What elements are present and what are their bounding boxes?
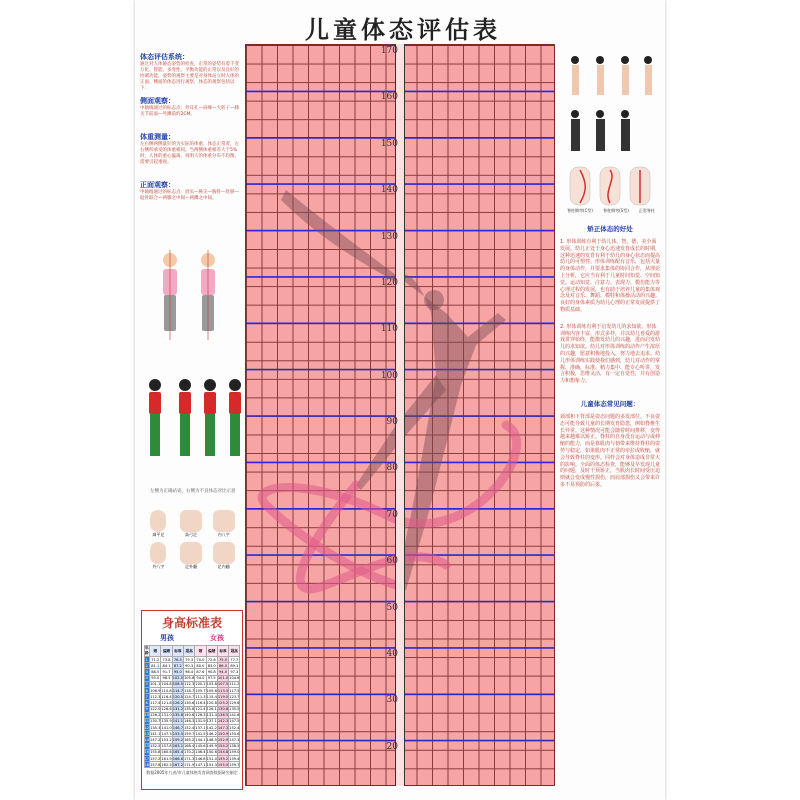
section-weight	[140, 132, 240, 166]
table-cell: 104.6	[229, 676, 240, 681]
table-cell: 72.6	[207, 657, 216, 662]
foot-item	[175, 542, 208, 570]
table-cell: 87.6	[196, 669, 205, 674]
table-cell: 100.1	[195, 682, 206, 687]
spine-label: 正常脊柱	[638, 208, 655, 213]
table-cell: 155.6	[229, 731, 240, 736]
table-cell: 6	[145, 688, 148, 693]
table-cell: 135.8	[172, 713, 183, 718]
table-cell: 95.0	[151, 676, 160, 681]
table-cell: 140.6	[183, 713, 195, 718]
table-cell: 146.2	[206, 731, 217, 736]
table-cell: 87.2	[173, 663, 182, 668]
table-cell: 16	[144, 750, 150, 755]
table-cell: 148.5	[206, 738, 217, 743]
table-cell: 120.5	[172, 694, 183, 699]
ruler-label: 140	[380, 185, 398, 196]
table-cell: 145.6	[195, 744, 206, 749]
foot-label: 高弓足	[184, 532, 197, 537]
table-row	[144, 762, 240, 768]
foot-item	[142, 510, 175, 538]
foot-item	[142, 542, 175, 570]
ruler-label: 90	[386, 417, 398, 427]
table-cell: 107.5	[217, 682, 229, 687]
table-cell: 149.9	[206, 744, 217, 749]
foot-label: 内八字	[217, 532, 230, 537]
table-cell: 115.4	[206, 694, 217, 699]
table-cell: 112.3	[183, 682, 195, 687]
table-cell: 94.0	[196, 676, 205, 681]
table-cell: 137.1	[195, 725, 206, 730]
table-cell: 159.4	[229, 756, 240, 761]
ruler-label: 40	[386, 648, 398, 659]
section-title: 侧面观察：	[140, 97, 175, 105]
table-cell: 88.5	[151, 669, 160, 674]
table-cell: 141.1	[172, 719, 183, 724]
table-cell: 144.1	[195, 738, 206, 743]
right-info-column	[560, 224, 660, 489]
table-cell: 152.4	[229, 725, 240, 730]
table-cell: 163.1	[172, 744, 183, 749]
table-cell: 126.1	[206, 707, 217, 712]
foot-icon	[180, 542, 202, 564]
left-info-column	[140, 48, 240, 202]
boy-label: 男孩	[160, 634, 174, 642]
table-cell: 9	[145, 707, 148, 712]
table-cell: 105.7	[195, 688, 206, 693]
table-cell: 131.2	[172, 707, 183, 712]
table-cell: 165.2	[183, 738, 195, 743]
foot-icon	[150, 542, 166, 564]
section-body: 中轴线通过的标志点：眉头—鼻尖—胸骨—肚脐—耻骨联合—两膝之中间—两踝之中间。	[140, 190, 239, 201]
benefit-2: 2. 形体训练有利于启发幼儿的求知欲。形体训练内容丰富、形式多样，并以幼儿喜爱的游戏贯穿始终，能激发幼儿的兴趣，进而启发幼儿的求知欲。幼儿对形体训练的动作产生浓厚的兴趣，愿意积极地投入，努力地去追求。幼儿形体训练实践使我们感到，幼儿对动作的掌握、准确、标准、精力集中、能专心听讲，发言积极，思维灵活，有一定自觉性，并有创造力和想象力。	[560, 323, 661, 385]
table-cell: 11	[144, 719, 150, 724]
table-cell: 116.4	[161, 694, 172, 699]
section-body: 中轴线通过的标志点：外耳孔—肩峰—大转子—膝关节前面—外踝前约2CM。	[140, 106, 239, 117]
table-cell: 142.2	[206, 725, 217, 730]
spine-label: 脊柱侧弯(C型)	[567, 208, 593, 213]
table-cell: 146.3	[183, 719, 195, 724]
table-cell: 135.5	[229, 707, 240, 712]
table-cell: 165.4	[172, 750, 183, 755]
table-cell: 83.0	[207, 663, 216, 668]
figure-caption: 左侧为正确站姿，右侧为不良体态对比示意	[150, 489, 236, 494]
section-side-view	[140, 96, 240, 118]
table-cell: 152.5	[150, 744, 161, 749]
table-cell: 81.1	[151, 663, 160, 668]
table-cell: 75.0	[219, 657, 228, 662]
ruler-label: 110	[380, 324, 398, 335]
table-cell: 90.3	[185, 663, 194, 668]
table-cell: 77.7	[230, 657, 239, 662]
spine-labels	[562, 208, 660, 214]
ruler-label: 120	[380, 277, 398, 288]
table-cell: 136.5	[217, 713, 229, 718]
section-body: 通过对人体静态姿势的检查，正常的姿势有着千变万化、智能、多变性、平衡功能的正常以及良好的协调功能。姿势的观察主要是对身体站立时人体的正面、侧面的体态进行观察，体态的观察包括以下：	[140, 62, 239, 91]
table-cell: 76.5	[173, 657, 182, 662]
section-title: 正面观察：	[140, 181, 175, 189]
ruler-label: 50	[386, 602, 398, 613]
table-cell: 121.8	[161, 700, 172, 705]
table-cell: 157.2	[150, 756, 161, 761]
table-header-row	[144, 646, 240, 657]
table-cell: 4	[145, 676, 148, 681]
problems-title: 儿童体态常见问题：	[580, 399, 640, 408]
table-cell: 13	[144, 731, 150, 736]
table-cell: 102.0	[172, 676, 183, 681]
ruler-label: 60	[386, 556, 398, 567]
table-cell: 79.3	[185, 657, 194, 662]
table-cell: 135.3	[150, 725, 161, 730]
table-cell: 73.8	[162, 657, 171, 662]
foot-label: 扁平足	[152, 532, 165, 537]
problems-body: 颈部和下背部是姿态问题的多发部位。不良姿态可能导致儿童的长期发育隐患，例如脊椎生长异常。这种情况可能会随着时间推移，变得越来越难以矫正。脊柱的自身没有运动与或伸缩的能力，而是靠肌肉与韧带来维持脊柱的姿势与稳定。如果肌肉不正常的牵拉或收缩，就会导致脊柱的变形。同样会对身体造成非常大的影响。全面的体态检查，能够及早发现儿童的问题，及时干预矫正，当肌肉长时间受压迫则就会变成慢性损伤，而肩部损伤又会带来许多不易预防的后果。	[560, 413, 661, 488]
height-standard-title: 身高标准表	[161, 616, 222, 630]
ruler-label: 130	[380, 231, 398, 242]
posture-comparison-illustration	[140, 375, 244, 470]
section-front-view	[140, 180, 240, 202]
table-cell: 171.9	[183, 762, 195, 767]
foot-item	[207, 542, 240, 570]
foot-item	[175, 510, 208, 538]
table-cell: 97.5	[207, 676, 216, 681]
dancer-silhouette	[281, 190, 506, 590]
table-header-cell: 年龄	[145, 646, 149, 655]
table-cell: 130.8	[217, 707, 229, 712]
right-posture-photos	[560, 52, 660, 162]
table-cell: 109.6	[206, 688, 217, 693]
table-cell: 155.5	[217, 762, 229, 767]
table-cell: 146.7	[172, 725, 183, 730]
foot-item	[207, 510, 240, 538]
table-cell: 147.3	[161, 731, 172, 736]
table-cell: 154.8	[217, 750, 229, 755]
table-cell: 124.7	[183, 694, 195, 699]
table-cell: 112.3	[150, 694, 161, 699]
table-cell: 117.4	[150, 700, 161, 705]
table-cell: 3	[145, 669, 148, 674]
table-cell: 157.3	[229, 738, 240, 743]
table-cell: 98.5	[162, 676, 171, 681]
spine-label: 脊柱侧弯(S型)	[603, 208, 629, 213]
table-cell: 141.1	[150, 731, 161, 736]
table-cell: 86.0	[219, 663, 228, 668]
foot-label: 足外翻	[184, 564, 197, 569]
table-cell: 126.2	[150, 713, 161, 718]
table-cell: 146.4	[195, 750, 206, 755]
table-cell: 111.3	[195, 694, 206, 699]
table-cell: 147.5	[229, 719, 240, 724]
table-cell: 122.0	[150, 707, 161, 712]
ruler-label: 160	[380, 92, 398, 103]
table-cell: 18	[144, 762, 150, 767]
table-cell: 126.2	[172, 700, 183, 705]
girl-label: 女孩	[210, 634, 224, 642]
foot-label: 足内翻	[217, 564, 230, 569]
benefits-title: 矫正体态的好处	[587, 225, 633, 233]
table-header-cell: 偏矮	[206, 646, 217, 657]
table-cell: 151.0	[206, 756, 217, 761]
table-cell: 1	[145, 657, 148, 662]
table-cell: 168.4	[183, 744, 195, 749]
table-cell: 126.6	[161, 707, 172, 712]
table-cell: 147.1	[195, 762, 206, 767]
table-cell: 111.2	[229, 682, 240, 687]
table-cell: 146.8	[195, 756, 206, 761]
table-header-cell: 标准	[172, 646, 183, 657]
posture-illustration-girls	[140, 245, 240, 345]
table-cell: 97.3	[230, 669, 239, 674]
table-cell: 141.0	[161, 725, 172, 730]
table-cell: 153.5	[172, 731, 183, 736]
table-cell: 113.5	[217, 688, 229, 693]
table-cell: 114.7	[172, 688, 183, 693]
table-cell: 8	[145, 700, 148, 705]
table-cell: 105.6	[183, 676, 195, 681]
table-cell: 154.2	[217, 744, 229, 749]
table-cell: 160.6	[161, 750, 172, 755]
table-cell: 118.7	[183, 688, 195, 693]
table-cell: 135.9	[161, 719, 172, 724]
ruler-label: 80	[386, 463, 398, 474]
table-cell: 7	[145, 694, 148, 699]
foot-icon	[213, 542, 235, 564]
table-cell: 141.6	[229, 713, 240, 718]
table-cell: 131.0	[161, 713, 172, 718]
table-cell: 106.9	[150, 688, 161, 693]
table-cell: 131.9	[195, 719, 206, 724]
table-cell: 103.8	[206, 682, 217, 687]
ruler-label: 100	[380, 370, 398, 381]
table-cell: 108.5	[172, 682, 183, 687]
height-standard-table-box	[141, 610, 243, 790]
table-cell: 84.1	[162, 663, 171, 668]
table-cell: 152.9	[217, 738, 229, 743]
table-cell: 157.8	[161, 744, 172, 749]
table-body	[144, 657, 240, 768]
table-cell: 162.5	[161, 762, 172, 767]
table-cell: 125.2	[217, 700, 229, 705]
ruler-label: 70	[386, 509, 398, 520]
table-cell: 170.2	[183, 750, 195, 755]
table-cell: 129.6	[229, 700, 240, 705]
table-cell: 161.9	[161, 756, 172, 761]
table-cell: 158.5	[229, 744, 240, 749]
feet-illustrations	[142, 510, 240, 570]
section-title: 体重测量：	[140, 133, 175, 141]
table-cell: 110.8	[161, 688, 172, 693]
table-header-cell: 矮	[150, 646, 161, 657]
table-cell: 142.3	[217, 719, 229, 724]
table-cell: 101.1	[150, 682, 161, 687]
table-cell: 12	[144, 725, 150, 730]
table-cell: 141.5	[195, 731, 206, 736]
section-posture-system	[140, 52, 240, 92]
table-header-cell: 超高	[229, 646, 240, 657]
table-cell: 171.3	[183, 756, 195, 761]
table-cell: 159.2	[172, 738, 183, 743]
table-cell: 137.1	[206, 719, 217, 724]
table-cell: 123.7	[229, 694, 240, 699]
height-ruler	[395, 44, 405, 786]
table-cell: 2	[145, 663, 148, 668]
table-cell: 147.2	[150, 738, 161, 743]
table-cell: 91.7	[162, 669, 171, 674]
table-cell: 89.1	[230, 663, 239, 668]
table-cell: 151.3	[206, 762, 217, 767]
table-cell: 155.2	[217, 756, 229, 761]
table-cell: 5	[145, 682, 148, 687]
ruler-label: 150	[380, 138, 398, 149]
table-cell: 94.0	[219, 669, 228, 674]
table-cell: 17	[144, 756, 150, 761]
table-cell: 119.5	[217, 694, 229, 699]
table-note: 数据2005年九省/市儿童体格发育调查数据研究制定	[146, 770, 238, 776]
foot-icon	[180, 510, 202, 532]
table-cell: 70.0	[196, 657, 205, 662]
table-cell: 10	[144, 713, 150, 718]
table-cell: 159.7	[229, 762, 240, 767]
table-cell: 121.4	[195, 707, 206, 712]
table-cell: 150.9	[217, 731, 229, 736]
table-cell: 131.4	[206, 713, 217, 718]
ruler-label: 30	[386, 695, 398, 706]
table-cell: 126.3	[195, 713, 206, 718]
foot-label: 外八字	[152, 564, 165, 569]
table-cell: 159.7	[183, 731, 195, 736]
table-cell: 101.0	[217, 676, 229, 681]
table-cell: 147.3	[217, 725, 229, 730]
table-cell: 166.6	[172, 756, 183, 761]
ruler-label: 170	[380, 46, 398, 56]
table-cell: 167.2	[172, 762, 183, 767]
table-cell: 130.6	[183, 700, 195, 705]
benefit-1: 1. 形体训练有利于幼儿体、智、德、美全面发展。幼儿正处于身心迅速发育成长的时期，这种迅速的发育有利于幼儿的身心状态而提高幼儿的可塑性。形体训练配有音乐，包括大量的身体动作，并要求集体的协同合作，从理论上分析，它应当有利于儿童时间知觉、空间知觉、运动知觉、注意力、表现力、模仿能力等心理过程的发展，也有助于培养儿童的集体观念及对音乐、舞蹈、模特和体操活动的兴趣。良好的身体素质为幼儿心理的正常发展提供了物质基础。	[560, 239, 661, 313]
foot-icon	[150, 510, 166, 532]
table-cell: 135.8	[183, 707, 195, 712]
section-title: 体态评估系统：	[140, 53, 189, 61]
table-cell: 15	[144, 744, 150, 749]
table-cell: 153.2	[161, 738, 172, 743]
ruler-label: 20	[386, 741, 398, 752]
table-cell: 155.8	[150, 750, 161, 755]
foot-icon	[213, 510, 235, 532]
table-cell: 117.5	[229, 688, 240, 693]
table-cell: 104.8	[161, 682, 172, 687]
table-header-cell: 矮	[195, 646, 206, 657]
table-cell: 98.4	[185, 669, 194, 674]
table-cell: 95.0	[173, 669, 182, 674]
section-body: 左右侧两侧量针的为实际的体重，体态正常者，左右侧所承受的体重相同。当两侧体重相差大于5%时，人体的重心偏离，说明人的体重分布不均衡，需要引起重视。	[140, 142, 239, 165]
page-title: 儿童体态评估表	[305, 16, 501, 44]
table-cell: 152.4	[183, 725, 195, 730]
height-standard-table	[144, 645, 241, 768]
table-cell: 14	[144, 738, 150, 743]
table-cell: 120.8	[206, 700, 217, 705]
gender-labels	[142, 633, 242, 643]
table-cell: 71.2	[151, 657, 160, 662]
table-cell: 150.6	[206, 750, 217, 755]
table-cell: 159.0	[229, 750, 240, 755]
table-header-cell: 标准	[217, 646, 228, 657]
table-cell: 157.8	[150, 762, 161, 767]
table-header-cell: 偏矮	[161, 646, 172, 657]
table-cell: 80.0	[196, 663, 205, 668]
table-cell: 90.8	[207, 669, 216, 674]
table-header-cell: 超高	[183, 646, 194, 657]
table-cell: 116.4	[195, 700, 206, 705]
table-cell: 130.7	[150, 719, 161, 724]
